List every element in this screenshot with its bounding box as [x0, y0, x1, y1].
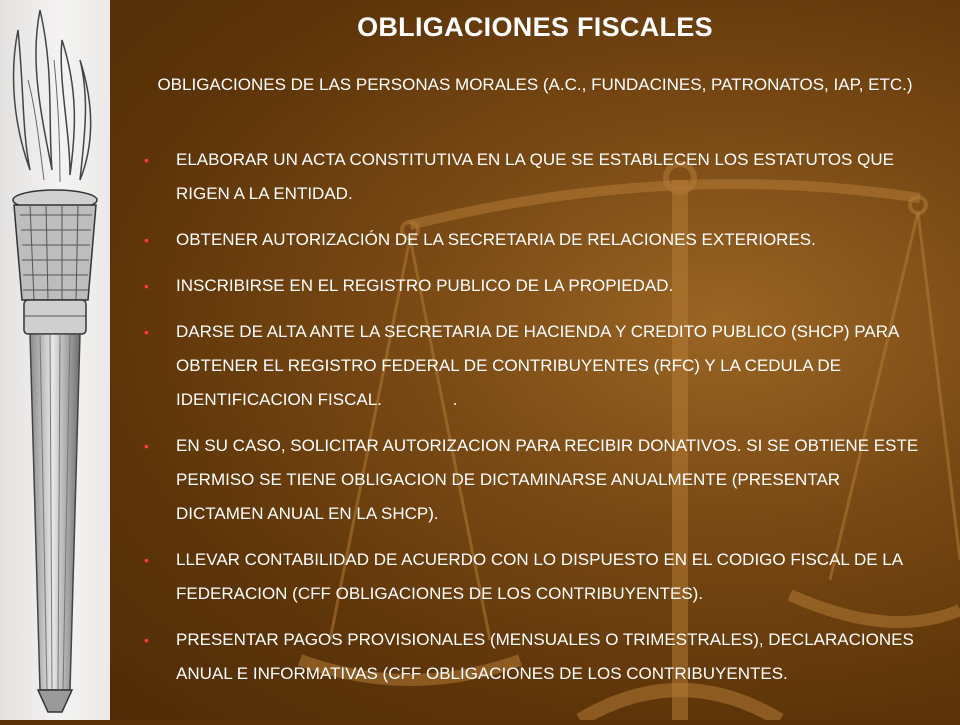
bullet-icon: •: [144, 324, 149, 340]
slide-subtitle: OBLIGACIONES DE LAS PERSONAS MORALES (A.C., FUNDACINES, PATRONATOS, IAP, ETC.): [157, 75, 913, 94]
list-item: [140, 429, 920, 531]
left-panel: [0, 0, 110, 720]
obligations-list: [140, 143, 920, 703]
list-item-text: OBTENER AUTORIZACIÓN DE LA SECRETARIA DE RELACIONES EXTERIORES.: [176, 230, 816, 249]
slide-title: OBLIGACIONES FISCALES: [357, 12, 713, 42]
bullet-icon: •: [144, 152, 149, 168]
list-item-text: EN SU CASO, SOLICITAR AUTORIZACION PARA RECIBIR DONATIVOS. SI SE OBTIENE ESTE PERMISO SE TIENE OBLIGACION DE DICTAMINARSE ANUALMENTE (PRESENTAR DICTAMEN ANUAL EN LA SHCP).: [176, 436, 919, 523]
bullet-icon: •: [144, 552, 149, 568]
list-item-text: LLEVAR CONTABILIDAD DE ACUERDO CON LO DISPUESTO EN EL CODIGO FISCAL DE LA FEDERACION (CFF OBLIGACIONES DE LOS CONTRIBUYENTES).: [176, 550, 903, 603]
list-item-text: ELABORAR UN ACTA CONSTITUTIVA EN LA QUE SE ESTABLECEN LOS ESTATUTOS QUE RIGEN A LA ENTIDAD.: [176, 150, 894, 203]
list-item-text: DARSE DE ALTA ANTE LA SECRETARIA DE HACIENDA Y CREDITO PUBLICO (SHCP) PARA OBTENER EL REGISTRO FEDERAL DE CONTRIBUYENTES (RFC) Y LA CEDULA DE IDENTIFICACION FISCAL. .: [176, 322, 904, 409]
list-item: [140, 269, 920, 303]
list-item: [140, 223, 920, 257]
list-item: [140, 143, 920, 211]
list-item: [140, 623, 920, 691]
list-item: [140, 543, 920, 611]
bullet-icon: •: [144, 278, 149, 294]
list-item-text: PRESENTAR PAGOS PROVISIONALES (MENSUALES O TRIMESTRALES), DECLARACIONES ANUAL E INFORMATIVAS (CFF OBLIGACIONES DE LOS CONTRIBUYENTES.: [176, 630, 914, 683]
bullet-icon: •: [144, 632, 149, 648]
list-item: [140, 315, 920, 417]
torch-icon: [0, 0, 110, 720]
list-item-text: INSCRIBIRSE EN EL REGISTRO PUBLICO DE LA PROPIEDAD.: [176, 276, 674, 295]
bullet-icon: •: [144, 232, 149, 248]
bullet-icon: •: [144, 438, 149, 454]
